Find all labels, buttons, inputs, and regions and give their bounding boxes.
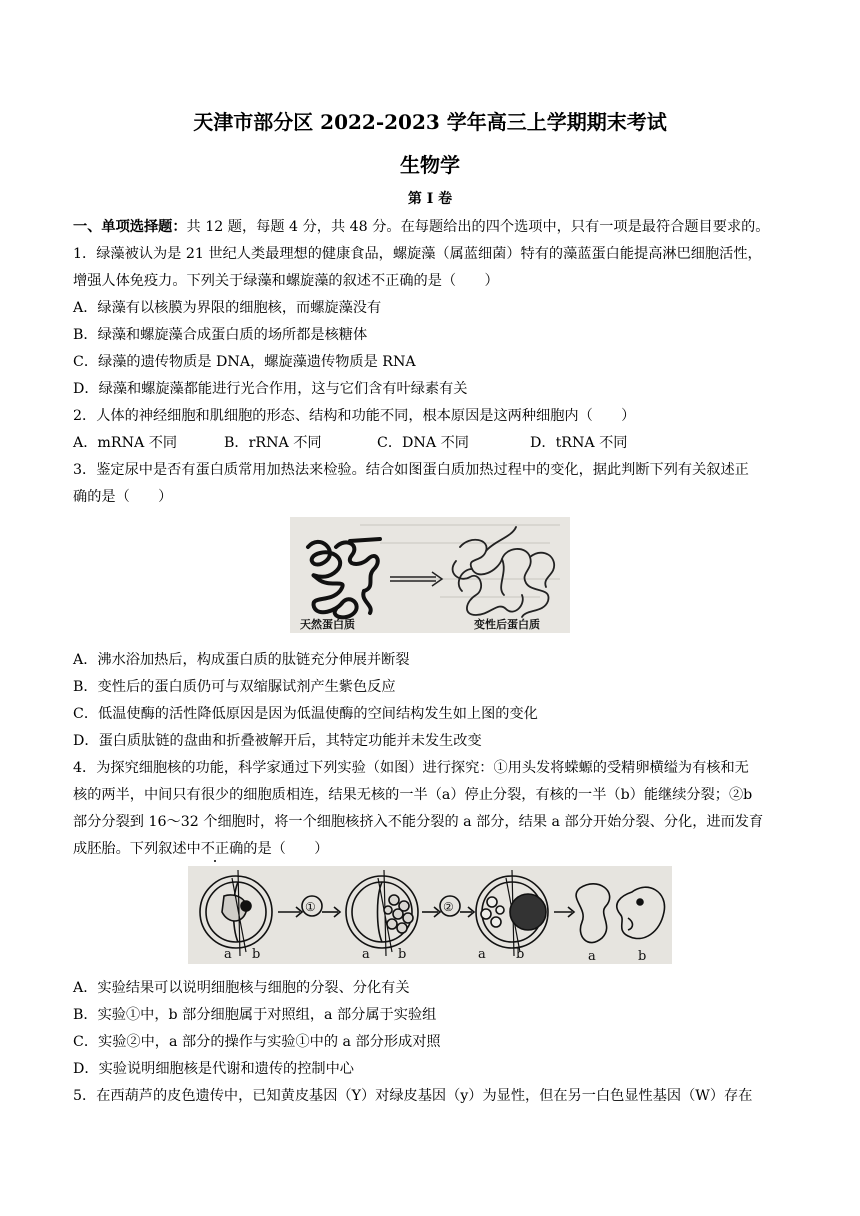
label-b-1: b xyxy=(252,947,261,962)
label-a-2: a xyxy=(362,947,370,962)
q3-stem-line1: 3．鉴定尿中是否有蛋白质常用加热法来检验。结合如图蛋白质加热过程中的变化，据此判断下列有关叙述正 xyxy=(73,462,749,478)
q2-option-b: B．rRNA 不同 xyxy=(224,435,322,451)
q3-stem-line2: 确的是（ ） xyxy=(73,489,173,505)
q3-option-d: D．蛋白质肽链的盘曲和折叠被解开后，其特定功能并未发生改变 xyxy=(73,733,482,749)
label-a-4: a xyxy=(588,949,596,964)
q1-option-d: D．绿藻和螺旋藻都能进行光合作用，这与它们含有叶绿素有关 xyxy=(73,381,468,397)
protein-denaturation-figure xyxy=(290,517,570,633)
label-b-3: b xyxy=(516,947,525,962)
section-intro: 共 12 题，每题 4 分，共 48 分。在每题给出的四个选项中，只有一项是最符合题目要求的。 xyxy=(186,219,770,235)
section-heading: 一、单项选择题： xyxy=(73,219,187,235)
subject-title: 生物学 xyxy=(400,153,460,177)
label-b-4: b xyxy=(638,949,647,964)
q2-stem: 2．人体的神经细胞和肌细胞的形态、结构和功能不同，根本原因是这两种细胞内（ ） xyxy=(73,408,636,424)
q1-stem-line1: 1．绿藻被认为是 21 世纪人类最理想的健康食品，螺旋藻（属蓝细菌）特有的藻蓝蛋白能提高淋巴细胞活性， xyxy=(73,246,762,262)
q3-option-c: C．低温使酶的活性降低原因是因为低温使酶的空间结构发生如上图的变化 xyxy=(73,706,538,722)
denatured-protein-label: 变性后蛋白质 xyxy=(474,618,540,631)
q4-option-d: D．实验说明细胞核是代谢和遗传的控制中心 xyxy=(73,1061,354,1077)
q4-stem-line4: 成胚胎。下列叙述中不正确的是（ ） xyxy=(73,841,329,857)
q2-option-d: D．tRNA 不同 xyxy=(530,435,628,451)
q1-option-c: C．绿藻的遗传物质是 DNA，螺旋藻遗传物质是 RNA xyxy=(73,354,416,370)
q1-option-b: B．绿藻和螺旋藻合成蛋白质的场所都是核糖体 xyxy=(73,327,368,343)
label-a-1: a xyxy=(224,947,232,962)
q2-option-c: C．DNA 不同 xyxy=(377,435,469,451)
emphasis-dot xyxy=(214,860,216,862)
q4-stem-line3: 部分分裂到 16～32 个细胞时，将一个细胞核挤入不能分裂的 a 部分，结果 a 部分开始分裂、分化，进而发育 xyxy=(73,814,764,830)
step2-label: ② xyxy=(443,900,454,914)
q3-option-b: B．变性后的蛋白质仍可与双缩脲试剂产生紫色反应 xyxy=(73,679,396,695)
volume-label: 第 I 卷 xyxy=(407,191,453,207)
q4-option-a: A．实验结果可以说明细胞核与细胞的分裂、分化有关 xyxy=(73,980,410,996)
label-b-2: b xyxy=(398,947,407,962)
label-a-3: a xyxy=(478,947,486,962)
q2-option-a: A．mRNA 不同 xyxy=(73,435,178,451)
exam-title: 天津市部分区 2022-2023 学年高三上学期期末考试 xyxy=(193,110,667,134)
nucleus-experiment-figure xyxy=(188,866,672,964)
section-heading-line xyxy=(73,217,795,237)
q4-option-b: B．实验①中，b 部分细胞属于对照组，a 部分属于实验组 xyxy=(73,1007,437,1023)
step1-label: ① xyxy=(305,900,316,914)
q4-stem-line1: 4．为探究细胞核的功能，科学家通过下列实验（如图）进行探究：①用头发将蝾螈的受精卵横缢为有核和无 xyxy=(73,760,749,776)
q4-stem-line2: 核的两半，中间只有很少的细胞质相连，结果无核的一半（a）停止分裂，有核的一半（b）能继续分裂；②b xyxy=(73,787,753,803)
q1-option-a: A．绿藻有以核膜为界限的细胞核，而螺旋藻没有 xyxy=(73,300,382,316)
q5-stem-line1: 5．在西葫芦的皮色遗传中，已知黄皮基因（Y）对绿皮基因（y）为显性，但在另一白色显性基因（W）存在 xyxy=(73,1088,753,1104)
native-protein-label: 天然蛋白质 xyxy=(300,618,355,631)
q4-option-c: C．实验②中，a 部分的操作与实验①中的 a 部分形成对照 xyxy=(73,1034,441,1050)
q1-stem-line2: 增强人体免疫力。下列关于绿藻和螺旋藻的叙述不正确的是（ ） xyxy=(73,273,499,289)
q3-option-a: A．沸水浴加热后，构成蛋白质的肽链充分伸展并断裂 xyxy=(73,652,410,668)
